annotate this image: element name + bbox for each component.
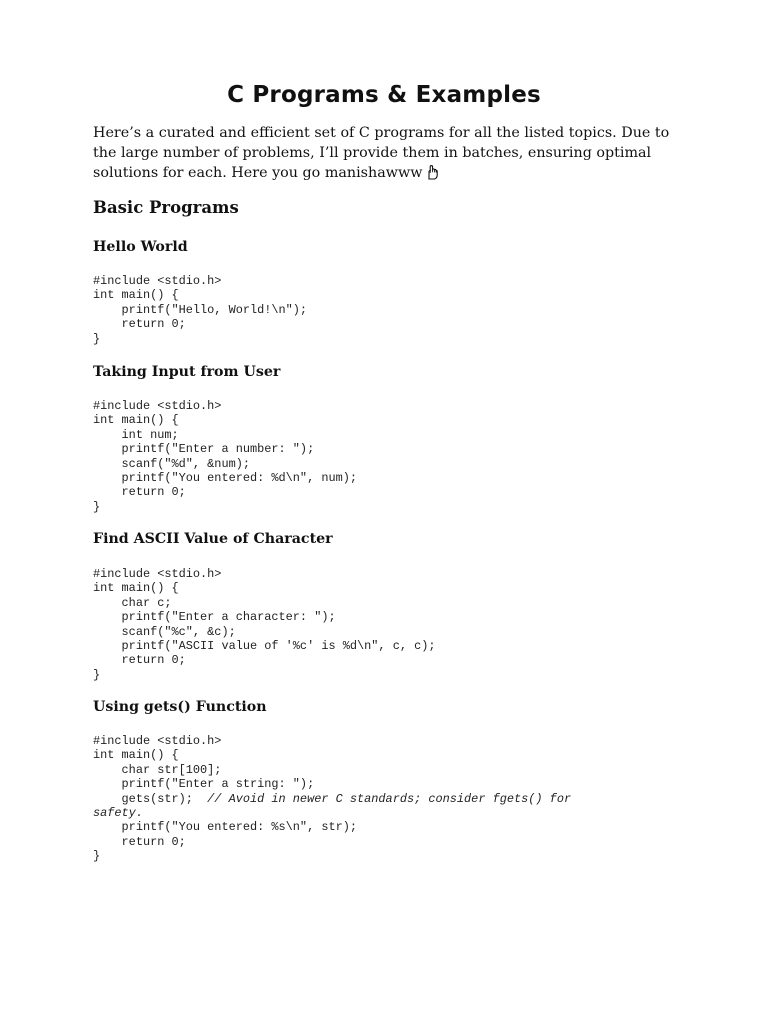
document-title: C Programs & Examples — [227, 82, 541, 108]
program-title-hello-world: Hello World — [93, 239, 188, 255]
code-text: printf("You entered: %s\n", str); return 0; } — [93, 820, 358, 864]
intro-paragraph — [93, 123, 683, 183]
program-title-gets-function: Using gets() Function — [93, 699, 267, 715]
code-block-hello-world: #include <stdio.h> int main() { printf("Hello, World!\n"); return 0; } — [93, 274, 308, 346]
code-comment: // Avoid in newer C standards; consider fgets() for safety. — [93, 791, 572, 821]
section-heading-basic-programs: Basic Programs — [93, 198, 239, 217]
code-block-gets-function — [93, 734, 571, 864]
program-title-taking-input: Taking Input from User — [93, 364, 281, 380]
hand-emoji-icon — [426, 164, 438, 180]
program-title-ascii-value: Find ASCII Value of Character — [93, 531, 333, 547]
code-block-ascii-value: #include <stdio.h> int main() { char c; printf("Enter a character: "); scanf("%c", &c); printf("ASCII value of '%c' is %d\n", c, c); return 0; } — [93, 567, 436, 682]
code-block-taking-input: #include <stdio.h> int main() { int num; printf("Enter a number: "); scanf("%d", &num); printf("You entered: %d\n", num); return 0; } — [93, 399, 358, 514]
intro-text: Here’s a curated and efficient set of C programs for all the listed topics. Due to the large number of problems, I’ll provide them in batches, ensuring optimal solutions for each. Here you go manishawww — [93, 125, 670, 181]
code-text: #include <stdio.h> int main() { char str[100]; printf("Enter a string: "); gets(str); — [93, 734, 315, 806]
